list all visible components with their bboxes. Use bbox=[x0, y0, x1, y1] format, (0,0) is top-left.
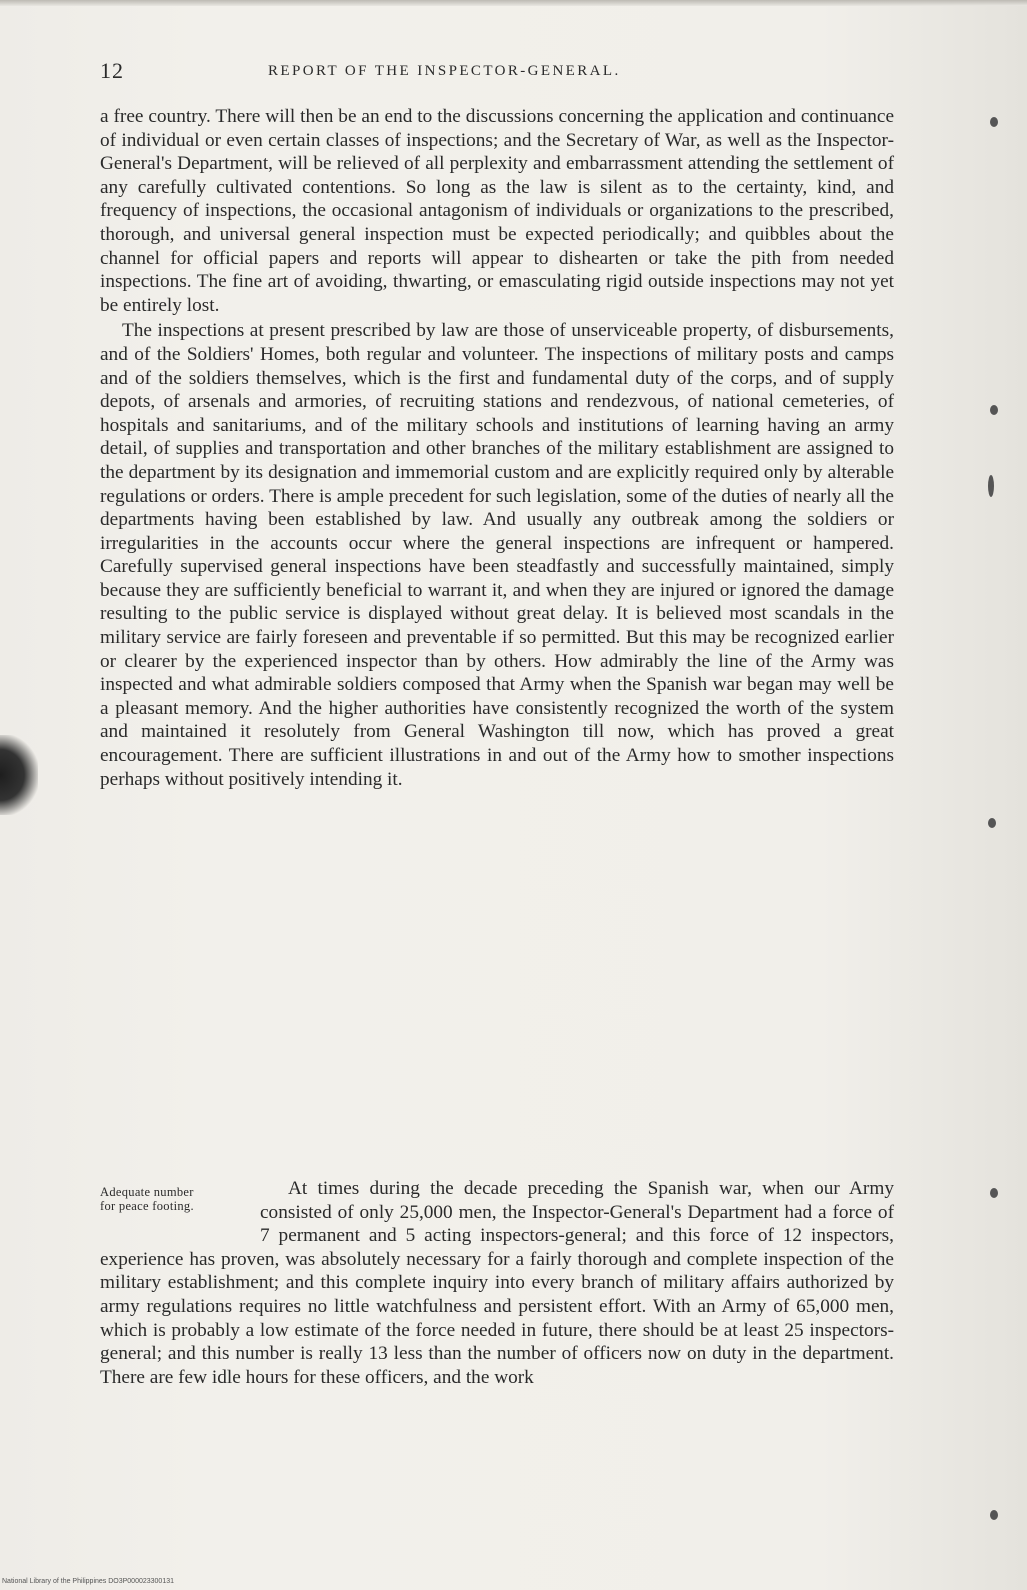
body-text bbox=[100, 105, 894, 791]
margin-note bbox=[100, 1185, 260, 1245]
page-number: 12 bbox=[100, 58, 124, 83]
thumb-shadow bbox=[0, 735, 38, 815]
running-head: REPORT OF THE INSPECTOR-GENERAL. bbox=[268, 63, 621, 79]
section-adequate-number bbox=[100, 1177, 894, 1389]
edge-mark bbox=[988, 475, 994, 497]
paragraph-3: At times during the decade preceding the Spanish war, when our Army consisted of only 25,000 men, the Inspector-General's Department had a force of 7 permanent and 5 acting inspectors-general; and this force of 12 inspectors, experience has proven, was absolutely necessary for a fairly thorough and complete inspection of the military establishment; and this complete inquiry into every branch of military affairs authorized by army regulations requires no little watchfulness and persistent effort. With an Army of 65,000 men, which is probably a low estimate of the force needed in future, there should be at least 25 inspectors-general; and this number is really 13 less than the number of officers now on duty in the department. There are few idle hours for these officers, and the work bbox=[100, 1178, 894, 1388]
margin-note-line-1: Adequate number bbox=[100, 1185, 194, 1199]
edge-mark bbox=[990, 1188, 998, 1198]
paragraph-1: a free country. There will then be an end to the discussions concerning the application and continuance of individual or even certain classes of inspections; and the Secretary of War, as well as the Inspector-General's Department, will be relieved of all perplexity and embarrassment attending the settlement of any carefully cultivated contentions. So long as the law is silent as to the certainty, kind, and frequency of inspections, the occasional antagonism of individuals or organizations to the prescribed, thorough, and universal general inspection must be expected periodically; and quibbles about the channel for official papers and reports will appear to dishearten or take the pith from needed inspections. The fine art of avoiding, thwarting, or emasculating rigid outside inspections may not yet be entirely lost. bbox=[100, 106, 894, 316]
edge-mark bbox=[990, 117, 998, 127]
page-top-edge bbox=[0, 0, 1027, 6]
edge-mark bbox=[988, 818, 996, 828]
page-header bbox=[100, 58, 900, 88]
margin-note-line-2: for peace footing. bbox=[100, 1199, 194, 1213]
paragraph-2: The inspections at present prescribed by law are those of unserviceable property, of disbursements, and of the Soldiers' Homes, both regular and volunteer. The inspections of military posts and camps and of the soldiers themselves, which is the first and fundamental duty of the corps, and of supply depots, of arsenals and armories, of recruiting stations and rendezvous, of national cemeteries, of hospitals and sanitariums, and of the military schools and institutions of learning having an army detail, of supplies and transportation and other branches of the military establishment are assigned to the department by its designation and immemorial custom and are explicitly required only by alterable regulations or orders. There is ample precedent for such legislation, some of the duties of nearly all the departments having been established by law. And usually any outbreak among the soldiers or irregularities in the accounts occur where the general inspections are infrequent or hampered. Carefully supervised general inspections have been steadfastly and successfully maintained, simply because they are sufficiently beneficial to warrant it, and when they are injured or ignored the damage resulting to the public service is displayed without great delay. It is believed most scandals in the military service are fairly foreseen and preventable if so permitted. But this may be recognized earlier or clearer by the experienced inspector than by others. How admirably the line of the Army was inspected and what admirable soldiers composed that Army when the Spanish war began may well be a pleasant memory. And the higher authorities have consistently recognized the worth of the system and maintained it resolutely from General Washington till now, which has proved a great encouragement. There are sufficient illustrations in and out of the Army how to smother inspections perhaps without positively intending it. bbox=[100, 320, 894, 790]
footer-credit: National Library of the Philippines DO3P000023300131 bbox=[2, 1578, 175, 1585]
edge-mark bbox=[990, 405, 998, 415]
edge-mark bbox=[990, 1510, 998, 1520]
